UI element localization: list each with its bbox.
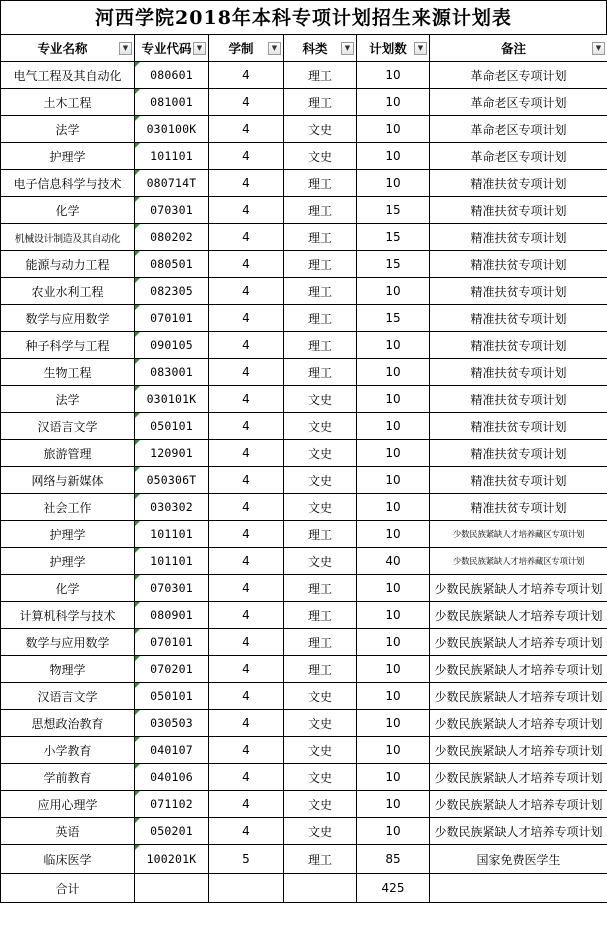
category-cell[interactable]: 理工 — [284, 224, 357, 251]
note-cell[interactable]: 精准扶贫专项计划 — [430, 332, 607, 359]
major-cell[interactable]: 电气工程及其自动化 — [1, 62, 135, 89]
code-cell[interactable]: 070201 — [135, 656, 209, 683]
major-cell[interactable]: 护理学 — [1, 521, 135, 548]
category-cell[interactable]: 文史 — [284, 764, 357, 791]
category-cell[interactable]: 理工 — [284, 197, 357, 224]
major-cell[interactable]: 电子信息科学与技术 — [1, 170, 135, 197]
code-cell[interactable]: 080901 — [135, 602, 209, 629]
note-cell[interactable]: 少数民族紧缺人才培养专项计划 — [430, 791, 607, 818]
note-cell[interactable]: 革命老区专项计划 — [430, 116, 607, 143]
plan-cell[interactable]: 10 — [357, 170, 430, 197]
table-row — [1, 170, 607, 197]
plan-cell[interactable]: 10 — [357, 332, 430, 359]
note-cell[interactable]: 精准扶贫专项计划 — [430, 224, 607, 251]
years-cell[interactable]: 4 — [209, 224, 284, 251]
comment-marker-icon — [135, 89, 140, 94]
code-cell[interactable]: 030302 — [135, 494, 209, 521]
comment-marker-icon — [135, 386, 140, 391]
code-cell[interactable]: 040106 — [135, 764, 209, 791]
code-cell[interactable]: 080501 — [135, 251, 209, 278]
code-cell[interactable]: 070101 — [135, 305, 209, 332]
header-plan: 计划数 ▼ — [357, 35, 430, 62]
code-cell[interactable]: 080601 — [135, 62, 209, 89]
category-cell[interactable]: 理工 — [284, 359, 357, 386]
table-row — [1, 278, 607, 305]
note-cell[interactable]: 精准扶贫专项计划 — [430, 305, 607, 332]
category-cell[interactable]: 理工 — [284, 278, 357, 305]
note-cell[interactable]: 少数民族紧缺人才培养藏区专项计划 — [430, 548, 607, 575]
note-cell[interactable]: 精准扶贫专项计划 — [430, 494, 607, 521]
category-cell[interactable]: 文史 — [284, 548, 357, 575]
comment-marker-icon — [135, 251, 140, 256]
major-cell[interactable]: 化学 — [1, 575, 135, 602]
note-cell[interactable]: 少数民族紧缺人才培养专项计划 — [430, 710, 607, 737]
note-cell[interactable]: 少数民族紧缺人才培养藏区专项计划 — [430, 521, 607, 548]
major-cell[interactable]: 计算机科学与技术 — [1, 602, 135, 629]
comment-marker-icon — [135, 602, 140, 607]
years-cell[interactable]: 4 — [209, 332, 284, 359]
major-cell[interactable]: 能源与动力工程 — [1, 251, 135, 278]
total-plan[interactable]: 425 — [357, 874, 430, 903]
note-cell[interactable]: 少数民族紧缺人才培养专项计划 — [430, 737, 607, 764]
comment-marker-icon — [135, 494, 140, 499]
table-row — [1, 845, 607, 874]
comment-marker-icon — [135, 359, 140, 364]
comment-marker-icon — [135, 575, 140, 580]
note-cell[interactable]: 少数民族紧缺人才培养专项计划 — [430, 683, 607, 710]
years-cell[interactable]: 4 — [209, 143, 284, 170]
filter-dropdown-icon[interactable]: ▼ — [193, 42, 206, 55]
table-row — [1, 467, 607, 494]
comment-marker-icon — [135, 116, 140, 121]
years-cell[interactable]: 4 — [209, 386, 284, 413]
category-cell[interactable]: 文史 — [284, 467, 357, 494]
years-cell[interactable]: 4 — [209, 710, 284, 737]
major-cell[interactable]: 临床医学 — [1, 845, 135, 874]
comment-marker-icon — [135, 62, 140, 67]
years-cell[interactable]: 4 — [209, 548, 284, 575]
category-cell[interactable]: 文史 — [284, 143, 357, 170]
plan-cell[interactable]: 10 — [357, 710, 430, 737]
code-cell[interactable]: 101101 — [135, 143, 209, 170]
plan-cell[interactable]: 10 — [357, 764, 430, 791]
code-cell[interactable]: 030101K — [135, 386, 209, 413]
table-row — [1, 359, 607, 386]
comment-marker-icon — [135, 332, 140, 337]
comment-marker-icon — [135, 305, 140, 310]
plan-cell[interactable]: 10 — [357, 656, 430, 683]
code-cell[interactable]: 120901 — [135, 440, 209, 467]
header-category: 科类 ▼ — [284, 35, 357, 62]
category-cell[interactable]: 文史 — [284, 791, 357, 818]
major-cell[interactable]: 学前教育 — [1, 764, 135, 791]
years-cell[interactable]: 4 — [209, 602, 284, 629]
category-cell[interactable]: 理工 — [284, 62, 357, 89]
filter-dropdown-icon[interactable]: ▼ — [119, 42, 132, 55]
header-row — [1, 35, 607, 62]
header-code: 专业代码 ▼ — [135, 35, 209, 62]
filter-dropdown-icon[interactable]: ▼ — [268, 42, 281, 55]
major-cell[interactable]: 思想政治教育 — [1, 710, 135, 737]
total-label[interactable]: 合计 — [1, 874, 135, 903]
table-row — [1, 629, 607, 656]
years-cell[interactable]: 4 — [209, 305, 284, 332]
plan-cell[interactable]: 10 — [357, 467, 430, 494]
major-cell[interactable]: 生物工程 — [1, 359, 135, 386]
years-cell[interactable]: 4 — [209, 170, 284, 197]
comment-marker-icon — [135, 170, 140, 175]
major-cell[interactable]: 社会工作 — [1, 494, 135, 521]
code-cell[interactable]: 050101 — [135, 413, 209, 440]
years-cell[interactable]: 4 — [209, 413, 284, 440]
major-cell[interactable]: 护理学 — [1, 143, 135, 170]
category-cell[interactable]: 理工 — [284, 170, 357, 197]
note-cell[interactable]: 精准扶贫专项计划 — [430, 251, 607, 278]
plan-cell[interactable]: 15 — [357, 305, 430, 332]
major-cell[interactable]: 化学 — [1, 197, 135, 224]
code-cell[interactable]: 040107 — [135, 737, 209, 764]
major-cell[interactable]: 英语 — [1, 818, 135, 845]
years-cell[interactable]: 4 — [209, 494, 284, 521]
plan-cell[interactable]: 10 — [357, 683, 430, 710]
category-cell[interactable]: 文史 — [284, 440, 357, 467]
table-row — [1, 737, 607, 764]
code-cell[interactable]: 070101 — [135, 629, 209, 656]
header-years: 学制 ▼ — [209, 35, 284, 62]
table-row — [1, 683, 607, 710]
comment-marker-icon — [135, 413, 140, 418]
code-cell[interactable]: 030503 — [135, 710, 209, 737]
table-row — [1, 602, 607, 629]
table-row — [1, 575, 607, 602]
table-row — [1, 710, 607, 737]
plan-cell[interactable]: 40 — [357, 548, 430, 575]
comment-marker-icon — [135, 224, 140, 229]
comment-marker-icon — [135, 440, 140, 445]
table-row — [1, 224, 607, 251]
code-cell[interactable]: 050306T — [135, 467, 209, 494]
years-cell[interactable]: 4 — [209, 62, 284, 89]
table-row — [1, 791, 607, 818]
note-cell[interactable]: 精准扶贫专项计划 — [430, 197, 607, 224]
major-cell[interactable]: 种子科学与工程 — [1, 332, 135, 359]
major-cell[interactable]: 法学 — [1, 116, 135, 143]
code-cell[interactable]: 090105 — [135, 332, 209, 359]
plan-cell[interactable]: 10 — [357, 143, 430, 170]
plan-cell[interactable]: 10 — [357, 116, 430, 143]
major-cell[interactable]: 网络与新媒体 — [1, 467, 135, 494]
category-cell[interactable]: 理工 — [284, 602, 357, 629]
comment-marker-icon — [135, 737, 140, 742]
code-cell[interactable]: 101101 — [135, 548, 209, 575]
comment-marker-icon — [135, 845, 140, 850]
comment-marker-icon — [135, 467, 140, 472]
category-cell[interactable]: 理工 — [284, 521, 357, 548]
major-cell[interactable]: 数学与应用数学 — [1, 305, 135, 332]
comment-marker-icon — [135, 818, 140, 823]
code-cell[interactable]: 050101 — [135, 683, 209, 710]
table-row — [1, 764, 607, 791]
sheet-title: 河西学院2018年本科专项计划招生来源计划表 — [0, 0, 607, 34]
table-row — [1, 440, 607, 467]
category-cell[interactable]: 文史 — [284, 737, 357, 764]
code-cell[interactable]: 101101 — [135, 521, 209, 548]
years-cell[interactable]: 4 — [209, 656, 284, 683]
note-cell[interactable]: 革命老区专项计划 — [430, 143, 607, 170]
major-cell[interactable]: 数学与应用数学 — [1, 629, 135, 656]
plan-cell[interactable]: 10 — [357, 602, 430, 629]
years-cell[interactable]: 4 — [209, 629, 284, 656]
category-cell[interactable]: 文史 — [284, 710, 357, 737]
comment-marker-icon — [135, 629, 140, 634]
table-row — [1, 251, 607, 278]
major-cell[interactable]: 应用心理学 — [1, 791, 135, 818]
note-cell[interactable]: 精准扶贫专项计划 — [430, 278, 607, 305]
comment-marker-icon — [135, 197, 140, 202]
plan-cell[interactable]: 10 — [357, 278, 430, 305]
plan-cell[interactable]: 15 — [357, 224, 430, 251]
note-cell[interactable]: 精准扶贫专项计划 — [430, 386, 607, 413]
years-cell[interactable]: 4 — [209, 359, 284, 386]
plan-cell[interactable]: 10 — [357, 62, 430, 89]
filter-dropdown-icon[interactable]: ▼ — [592, 42, 605, 55]
header-note: 备注 ▼ — [430, 35, 607, 62]
years-cell[interactable]: 4 — [209, 683, 284, 710]
note-cell[interactable]: 国家免费医学生 — [430, 845, 607, 874]
category-cell[interactable]: 文史 — [284, 386, 357, 413]
years-cell[interactable]: 4 — [209, 467, 284, 494]
table-row — [1, 143, 607, 170]
code-cell[interactable]: 070301 — [135, 197, 209, 224]
years-cell[interactable]: 4 — [209, 575, 284, 602]
plan-cell[interactable]: 10 — [357, 359, 430, 386]
category-cell[interactable]: 理工 — [284, 656, 357, 683]
plan-cell[interactable]: 10 — [357, 575, 430, 602]
years-cell[interactable]: 4 — [209, 764, 284, 791]
comment-marker-icon — [135, 278, 140, 283]
plan-cell[interactable]: 10 — [357, 89, 430, 116]
note-cell[interactable]: 革命老区专项计划 — [430, 89, 607, 116]
table-row — [1, 818, 607, 845]
category-cell[interactable]: 理工 — [284, 251, 357, 278]
major-cell[interactable]: 护理学 — [1, 548, 135, 575]
years-cell[interactable]: 4 — [209, 818, 284, 845]
major-cell[interactable]: 法学 — [1, 386, 135, 413]
note-cell[interactable]: 少数民族紧缺人才培养专项计划 — [430, 629, 607, 656]
note-cell[interactable]: 少数民族紧缺人才培养专项计划 — [430, 764, 607, 791]
major-cell[interactable]: 农业水利工程 — [1, 278, 135, 305]
code-cell[interactable]: 030100K — [135, 116, 209, 143]
note-cell[interactable]: 少数民族紧缺人才培养专项计划 — [430, 656, 607, 683]
major-cell[interactable]: 机械设计制造及其自动化 — [1, 224, 135, 251]
code-cell[interactable]: 082305 — [135, 278, 209, 305]
plan-cell[interactable]: 10 — [357, 629, 430, 656]
table-row — [1, 413, 607, 440]
note-cell[interactable]: 少数民族紧缺人才培养专项计划 — [430, 575, 607, 602]
note-cell[interactable]: 精准扶贫专项计划 — [430, 170, 607, 197]
comment-marker-icon — [135, 683, 140, 688]
years-cell[interactable]: 4 — [209, 278, 284, 305]
table-row — [1, 332, 607, 359]
filter-dropdown-icon[interactable]: ▼ — [341, 42, 354, 55]
code-cell[interactable]: 080202 — [135, 224, 209, 251]
years-cell[interactable]: 4 — [209, 521, 284, 548]
plan-cell[interactable]: 10 — [357, 413, 430, 440]
table-row — [1, 386, 607, 413]
years-cell[interactable]: 4 — [209, 440, 284, 467]
plan-cell[interactable]: 15 — [357, 251, 430, 278]
plan-table — [0, 34, 607, 903]
category-cell[interactable]: 文史 — [284, 818, 357, 845]
category-cell[interactable]: 理工 — [284, 575, 357, 602]
plan-cell[interactable]: 10 — [357, 494, 430, 521]
code-cell[interactable]: 050201 — [135, 818, 209, 845]
header-major: 专业名称 ▼ — [1, 35, 135, 62]
table-row — [1, 548, 607, 575]
years-cell[interactable]: 4 — [209, 791, 284, 818]
major-cell[interactable]: 物理学 — [1, 656, 135, 683]
plan-cell[interactable]: 10 — [357, 791, 430, 818]
table-row — [1, 494, 607, 521]
major-cell[interactable]: 小学教育 — [1, 737, 135, 764]
years-cell[interactable]: 5 — [209, 845, 284, 874]
note-cell[interactable]: 少数民族紧缺人才培养专项计划 — [430, 602, 607, 629]
note-cell[interactable]: 精准扶贫专项计划 — [430, 359, 607, 386]
table-row — [1, 116, 607, 143]
major-cell[interactable]: 汉语言文学 — [1, 413, 135, 440]
table-row — [1, 656, 607, 683]
plan-cell[interactable]: 10 — [357, 521, 430, 548]
plan-cell[interactable]: 85 — [357, 845, 430, 874]
note-cell[interactable]: 精准扶贫专项计划 — [430, 413, 607, 440]
category-cell[interactable]: 理工 — [284, 305, 357, 332]
table-row — [1, 89, 607, 116]
note-cell[interactable]: 革命老区专项计划 — [430, 62, 607, 89]
total-empty-cell[interactable] — [135, 874, 209, 903]
plan-cell[interactable]: 10 — [357, 737, 430, 764]
comment-marker-icon — [135, 548, 140, 553]
years-cell[interactable]: 4 — [209, 737, 284, 764]
table-row — [1, 521, 607, 548]
years-cell[interactable]: 4 — [209, 251, 284, 278]
total-empty-cell[interactable] — [284, 874, 357, 903]
table-row — [1, 62, 607, 89]
category-cell[interactable]: 文史 — [284, 413, 357, 440]
table-row — [1, 305, 607, 332]
category-cell[interactable]: 理工 — [284, 89, 357, 116]
total-empty-cell[interactable] — [209, 874, 284, 903]
major-cell[interactable]: 旅游管理 — [1, 440, 135, 467]
code-cell[interactable]: 071102 — [135, 791, 209, 818]
years-cell[interactable]: 4 — [209, 89, 284, 116]
years-cell[interactable]: 4 — [209, 116, 284, 143]
filter-dropdown-icon[interactable]: ▼ — [414, 42, 427, 55]
total-empty-cell[interactable] — [430, 874, 607, 903]
category-cell[interactable]: 理工 — [284, 845, 357, 874]
category-cell[interactable]: 文史 — [284, 116, 357, 143]
code-cell[interactable]: 100201K — [135, 845, 209, 874]
note-cell[interactable]: 精准扶贫专项计划 — [430, 467, 607, 494]
code-cell[interactable]: 083001 — [135, 359, 209, 386]
comment-marker-icon — [135, 143, 140, 148]
note-cell[interactable]: 少数民族紧缺人才培养专项计划 — [430, 818, 607, 845]
comment-marker-icon — [135, 656, 140, 661]
note-cell[interactable]: 精准扶贫专项计划 — [430, 440, 607, 467]
category-cell[interactable]: 理工 — [284, 332, 357, 359]
category-cell[interactable]: 理工 — [284, 629, 357, 656]
major-cell[interactable]: 土木工程 — [1, 89, 135, 116]
major-cell[interactable]: 汉语言文学 — [1, 683, 135, 710]
code-cell[interactable]: 081001 — [135, 89, 209, 116]
plan-cell[interactable]: 10 — [357, 440, 430, 467]
plan-cell[interactable]: 10 — [357, 818, 430, 845]
code-cell[interactable]: 070301 — [135, 575, 209, 602]
category-cell[interactable]: 文史 — [284, 683, 357, 710]
table-row — [1, 197, 607, 224]
comment-marker-icon — [135, 521, 140, 526]
plan-cell[interactable]: 15 — [357, 197, 430, 224]
years-cell[interactable]: 4 — [209, 197, 284, 224]
comment-marker-icon — [135, 710, 140, 715]
total-row — [1, 874, 607, 903]
plan-cell[interactable]: 10 — [357, 386, 430, 413]
category-cell[interactable]: 文史 — [284, 494, 357, 521]
comment-marker-icon — [135, 791, 140, 796]
code-cell[interactable]: 080714T — [135, 170, 209, 197]
comment-marker-icon — [135, 764, 140, 769]
